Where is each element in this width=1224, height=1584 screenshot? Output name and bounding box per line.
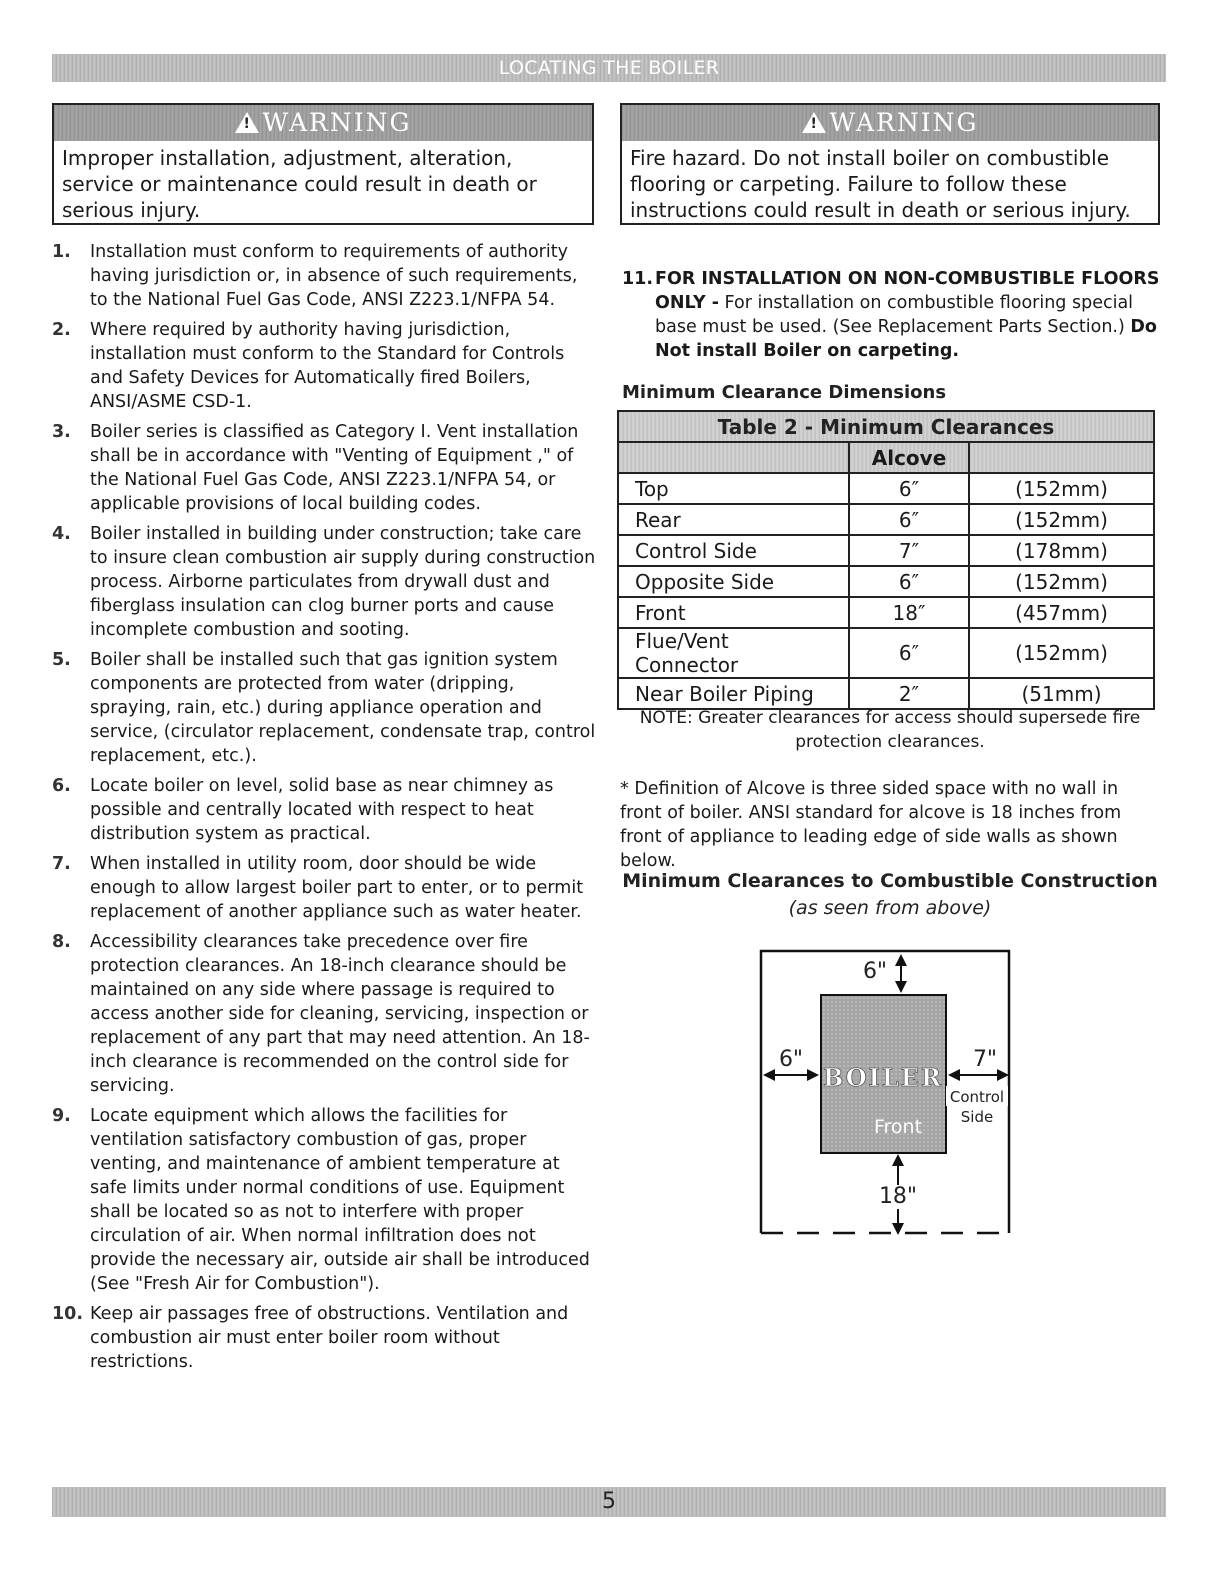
clearance-table — [617, 410, 1155, 710]
installation-steps-list — [52, 240, 597, 1380]
table-row — [618, 628, 1154, 678]
step-text: Where required by authority having jurisdiction, installation must conform to the Standard for Controls and Safety Devices for Automatically fired Boilers, ANSI/ASME CSD-1. — [90, 320, 565, 412]
warning-text: Improper installation, adjustment, alteration, service or maintenance could result in death or serious injury. — [62, 146, 537, 222]
step-text: Boiler series is classified as Category I. Vent installation shall be in accordance with "Venting of Equipment ," of the National Fuel Gas Code, ANSI Z223.1/NFPA 54, or applicable provisions of local building codes. — [90, 422, 579, 514]
step-number: 5. — [52, 650, 71, 670]
step-number: 6. — [52, 776, 71, 796]
step-number: 1. — [52, 242, 71, 262]
step-number: 7. — [52, 854, 71, 874]
control-side-label: Control — [949, 1088, 1005, 1106]
step-text: Boiler installed in building under construction; take care to insure clean combustion air supply during construction process. Airborne particulates from drywall dust and fiberglass insulation can clog burner ports and cause incomplete combustion and sooting. — [90, 524, 596, 640]
step-text: Locate equipment which allows the facilities for ventilation satisfactory combustion of gas, proper venting, and maintenance of ambient temperature at safe limits under normal conditions of use. Equipment shall be located so as not to interfere with proper circulation of air. When normal infiltration does not provide the necessary air, outside air shall be introduced (See "Fresh Air for Combustion"). — [90, 1106, 590, 1294]
step-text: Boiler shall be installed such that gas ignition system components are protected from water (dripping, spraying, rain, etc.) during appliance operation and service, (circulator replacement, condensate trap, control replacement, etc.). — [90, 650, 596, 766]
list-item — [52, 930, 597, 1098]
table-title: Table 2 - Minimum Clearances — [618, 411, 1154, 442]
warning-box-installation — [52, 103, 594, 225]
list-item — [52, 420, 597, 516]
diagram-subtitle: (as seen from above) — [788, 897, 992, 919]
step-heading: FOR INSTALLATION ON NON-COMBUSTIBLE FLOORS ONLY - — [655, 269, 1160, 313]
table-row — [618, 597, 1154, 628]
step-number: 10. — [52, 1304, 84, 1324]
warning-header — [622, 105, 1158, 141]
table-cell-location: Control Side — [618, 535, 849, 566]
list-item — [52, 1302, 597, 1374]
list-item — [52, 240, 597, 312]
table-cell-inches: 6″ — [849, 566, 969, 597]
step-text: Accessibility clearances take precedence over fire protection clearances. An 18-inch clearance should be maintained on any side where passage is required to access another side for cleaning, servicing, inspection or replacement of any part that may need attention. An 18-inch clearance is recommended on the control side for servicing. — [90, 932, 590, 1096]
table-header-alcove: Alcove — [849, 442, 969, 473]
list-item — [52, 648, 597, 768]
table-cell-mm: (152mm) — [969, 504, 1154, 535]
table-cell-inches: 7″ — [849, 535, 969, 566]
table-cell-mm: (152mm) — [969, 628, 1154, 678]
arrow-down-icon — [895, 981, 907, 993]
list-item — [52, 1104, 597, 1296]
step-text: Installation must conform to requirements of authority having jurisdiction or, in absence of such requirements, to the National Fuel Gas Code, ANSI Z223.1/NFPA 54. — [90, 242, 578, 310]
table-cell-mm: (457mm) — [969, 597, 1154, 628]
left-clearance-label: 6" — [778, 1047, 804, 1072]
arrow-left-icon — [948, 1069, 960, 1081]
table-cell-location: Top — [618, 473, 849, 504]
table-row — [618, 473, 1154, 504]
right-clearance-label: 7" — [972, 1047, 998, 1072]
section-title: LOCATING THE BOILER — [498, 57, 720, 79]
step-number: 4. — [52, 524, 71, 544]
step-11-non-combustible — [622, 267, 1162, 363]
table-cell-mm: (152mm) — [969, 473, 1154, 504]
table-cell-location: Flue/Vent Connector — [618, 628, 849, 678]
clearance-diagram — [755, 945, 1020, 1245]
clearance-heading: Minimum Clearance Dimensions — [622, 382, 947, 403]
table-cell-location: Opposite Side — [618, 566, 849, 597]
table-cell-inches: 18″ — [849, 597, 969, 628]
table-cell-mm: (178mm) — [969, 535, 1154, 566]
top-clearance-label: 6" — [862, 959, 888, 984]
warning-header — [54, 105, 592, 141]
footer-band — [52, 1487, 1166, 1517]
table-cell-mm: (51mm) — [969, 678, 1154, 709]
list-item — [52, 522, 597, 642]
table-row — [618, 535, 1154, 566]
table-title-row — [618, 411, 1154, 442]
section-header-band — [52, 54, 1166, 82]
table-cell-location: Near Boiler Piping — [618, 678, 849, 709]
arrow-left-icon — [763, 1069, 775, 1081]
step-emphasis: Do Not install Boiler on carpeting. — [655, 317, 1157, 361]
table-cell-inches: 6″ — [849, 473, 969, 504]
alcove-definition: * Definition of Alcove is three sided space with no wall in front of boiler. ANSI standard for alcove is 18 inches from front of appliance to leading edge of side walls as shown below. — [620, 779, 1122, 871]
table-cell-location: Rear — [618, 504, 849, 535]
clearance-note: NOTE: Greater clearances for access should supersede fire protection clearances. — [639, 708, 1141, 752]
table-header-row — [618, 442, 1154, 473]
front-clearance-label: 18" — [878, 1184, 918, 1209]
table-cell-mm: (152mm) — [969, 566, 1154, 597]
step-body: For installation on combustible flooring special base must be used. (See Replacement Parts Section.) — [655, 293, 1134, 337]
diagram-title — [620, 868, 1160, 922]
diagram-title-text: Minimum Clearances to Combustible Construction — [622, 870, 1158, 892]
boiler-label: BOILER — [823, 1063, 943, 1092]
table-cell-inches: 6″ — [849, 504, 969, 535]
table-header-blank — [618, 442, 849, 473]
list-item — [52, 774, 597, 846]
table-row — [618, 504, 1154, 535]
step-number: 9. — [52, 1106, 71, 1126]
arrow-up-icon — [892, 1154, 904, 1166]
arrow-right-icon — [807, 1069, 819, 1081]
step-number: 11. — [622, 269, 654, 289]
table-cell-location: Front — [618, 597, 849, 628]
table-cell-inches: 6″ — [849, 628, 969, 678]
arrow-right-icon — [997, 1069, 1009, 1081]
warning-box-fire-hazard — [620, 103, 1160, 225]
table-header-blank — [969, 442, 1154, 473]
step-number: 2. — [52, 320, 71, 340]
warning-icon: ! — [802, 112, 826, 133]
arrow-down-icon — [892, 1223, 904, 1235]
boiler-front-label: Front — [873, 1116, 923, 1138]
warning-label: WARNING — [262, 108, 412, 137]
control-side-label-2: Side — [960, 1108, 994, 1126]
step-number: 8. — [52, 932, 71, 952]
warning-text: Fire hazard. Do not install boiler on combustible flooring or carpeting. Failure to follow these instructions could result in death or serious injury. — [630, 146, 1131, 222]
table-row — [618, 566, 1154, 597]
table-cell-inches: 2″ — [849, 678, 969, 709]
step-text: When installed in utility room, door should be wide enough to allow largest boiler part to enter, or to permit replacement of another appliance such as water heater. — [90, 854, 584, 922]
list-item — [52, 852, 597, 924]
step-text: Locate boiler on level, solid base as near chimney as possible and centrally located with respect to heat distribution system as practical. — [90, 776, 554, 844]
list-item — [52, 318, 597, 414]
warning-label: WARNING — [829, 108, 979, 137]
step-text — [622, 267, 1162, 363]
arrow-up-icon — [895, 954, 907, 966]
table-row — [618, 678, 1154, 709]
page-number: 5 — [602, 1489, 616, 1514]
step-number: 3. — [52, 422, 71, 442]
step-text: Keep air passages free of obstructions. Ventilation and combustion air must enter boiler room without restrictions. — [90, 1304, 569, 1372]
warning-icon: ! — [235, 112, 259, 133]
